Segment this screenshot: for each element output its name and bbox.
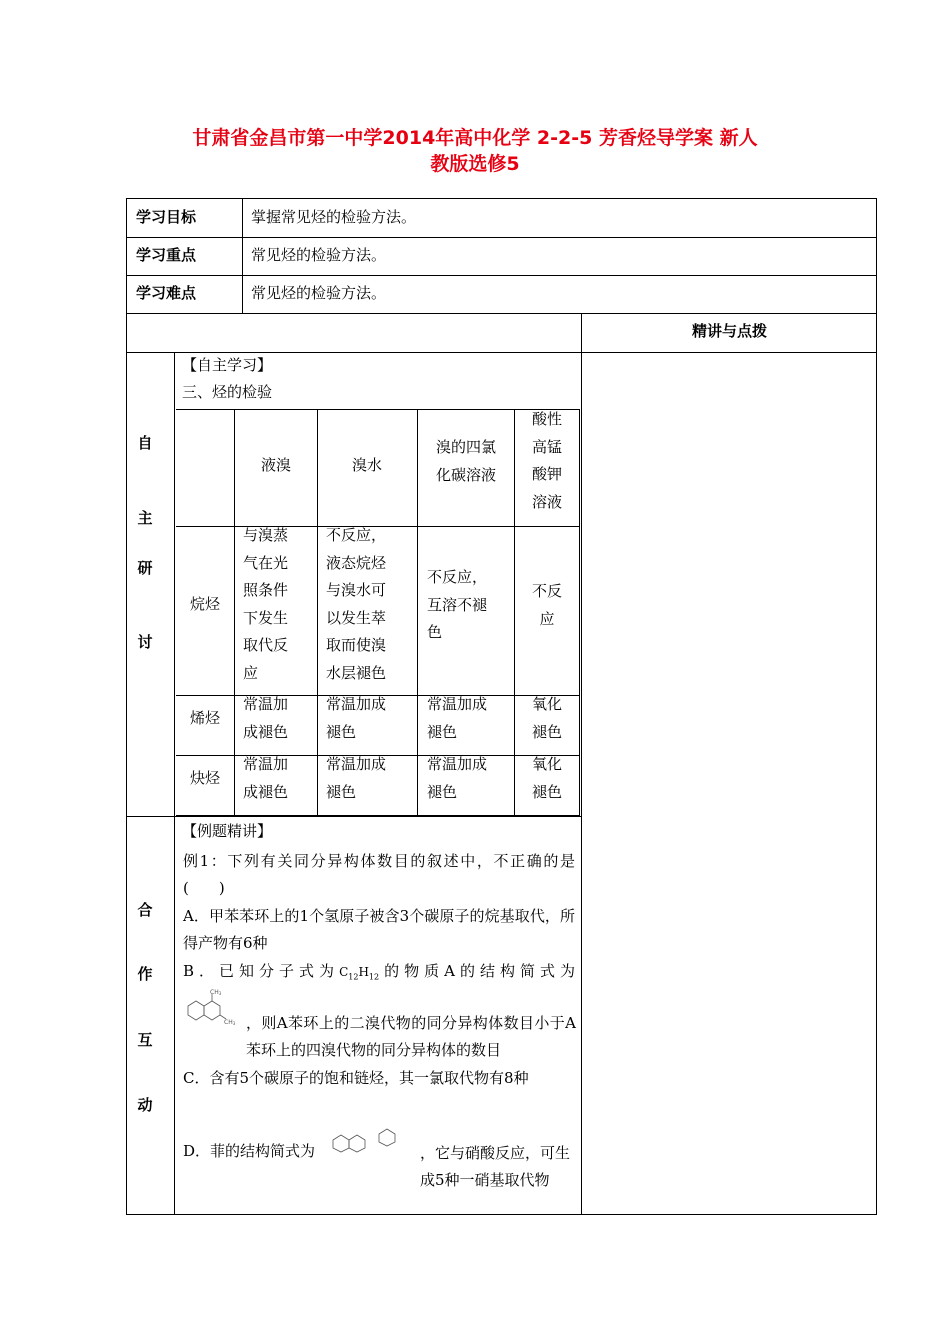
section1-label-char-2: 主 — [137, 509, 153, 527]
column-header-kmno4: 酸性 高锰 酸钾 溶液 — [531, 410, 562, 511]
option-b-middle: 的物质A的结构简式为 — [379, 962, 575, 980]
cell-alkene-kmno4: 氧化 褪色 — [531, 695, 562, 741]
row-label-alkane: 烷烃 — [189, 595, 220, 613]
section2-label-char-4: 动 — [137, 1096, 153, 1114]
cell-alkene-bromine-water: 常温加成 褪色 — [326, 695, 387, 741]
cell-alkane-bromine-water: 不反应， 液态烷烃 与溴水可 以发生萃 取而使溴 水层褪色 — [326, 526, 387, 682]
info-label-difficulties: 学习难点 — [136, 284, 197, 302]
row-label-alkyne: 炔烃 — [189, 769, 220, 787]
cell-alkyne-bromine-water: 常温加成 褪色 — [326, 755, 387, 801]
section2-label-char-3: 互 — [137, 1031, 153, 1049]
dimethylnaphthalene-structure-image — [184, 988, 244, 1028]
cell-alkane-bromine-ccl4: 不反应， 互溶不褪 色 — [427, 568, 488, 641]
option-b-line1 — [183, 958, 575, 990]
cell-alkyne-bromine-ccl4: 常温加成 褪色 — [427, 755, 488, 801]
option-b-prefix: B．已知分子式为 — [183, 962, 340, 980]
document-title-line1: 甘肃省金昌市第一中学2014年高中化学 2-2-5 芳香烃导学案 新人 — [192, 127, 758, 149]
section1-label-char-1: 自 — [137, 434, 153, 452]
phenanthrene-structure-image — [329, 1126, 419, 1160]
option-b-line2: ，则A苯环上的二溴代物的同分异构体数目小于A苯环上的四溴代物的同分异构体的数目 — [246, 1014, 576, 1059]
column-header-bromine-water: 溴水 — [351, 456, 382, 474]
row-label-alkene: 烯烃 — [189, 709, 220, 727]
side-column-header: 精讲与点拨 — [692, 322, 768, 340]
section2-label-char-1: 合 — [137, 901, 153, 919]
section2-label-char-2: 作 — [137, 965, 153, 983]
info-label-objective: 学习目标 — [136, 208, 197, 226]
column-header-bromine-ccl4: 溴的四氯 化碳溶液 — [435, 438, 496, 484]
cell-alkane-liquid-bromine: 与溴蒸 气在光 照条件 下发生 取代反 应 — [243, 526, 289, 682]
svg-text:CH3: CH3 — [224, 1019, 236, 1026]
cell-alkene-bromine-ccl4: 常温加成 褪色 — [427, 695, 488, 741]
cell-alkyne-kmno4: 氧化 褪色 — [531, 755, 562, 801]
example-question: 例1：下列有关同分异构体数目的叙述中，不正确的是( ) — [183, 852, 575, 897]
cell-alkyne-liquid-bromine: 常温加 成褪色 — [243, 755, 289, 801]
cell-alkane-kmno4: 不反 应 — [531, 582, 562, 628]
option-d-suffix: ，它与硝酸反应，可生成5种一硝基取代物 — [420, 1144, 571, 1189]
formula-c12h12: $C_{12}H_{12}$ — [339, 965, 380, 982]
info-label-key-points: 学习重点 — [136, 246, 197, 264]
option-a: A．甲苯苯环上的1个氢原子被含3个碳原子的烷基取代，所得产物有6种 — [183, 907, 575, 952]
info-value-key-points: 常见烃的检验方法。 — [251, 246, 387, 264]
option-d-prefix: D．菲的结构简式为 — [183, 1142, 316, 1160]
option-c: C．含有5个碳原子的饱和链烃，其一氯取代物有8种 — [183, 1069, 529, 1087]
info-value-difficulties: 常见烃的检验方法。 — [251, 284, 387, 302]
section1-heading: 三、烃的检验 — [182, 383, 273, 401]
section1-tag: 【自主学习】 — [182, 356, 273, 374]
document-title-line2: 教版选修5 — [430, 153, 520, 175]
info-value-objective: 掌握常见烃的检验方法。 — [251, 208, 417, 226]
cell-alkene-liquid-bromine: 常温加 成褪色 — [243, 695, 289, 741]
svg-text:CH3: CH3 — [210, 989, 222, 996]
section1-label-char-4: 讨 — [137, 633, 153, 651]
section1-label-char-3: 研 — [137, 559, 153, 577]
column-header-liquid-bromine: 液溴 — [260, 456, 291, 474]
section2-tag: 【例题精讲】 — [182, 822, 273, 840]
